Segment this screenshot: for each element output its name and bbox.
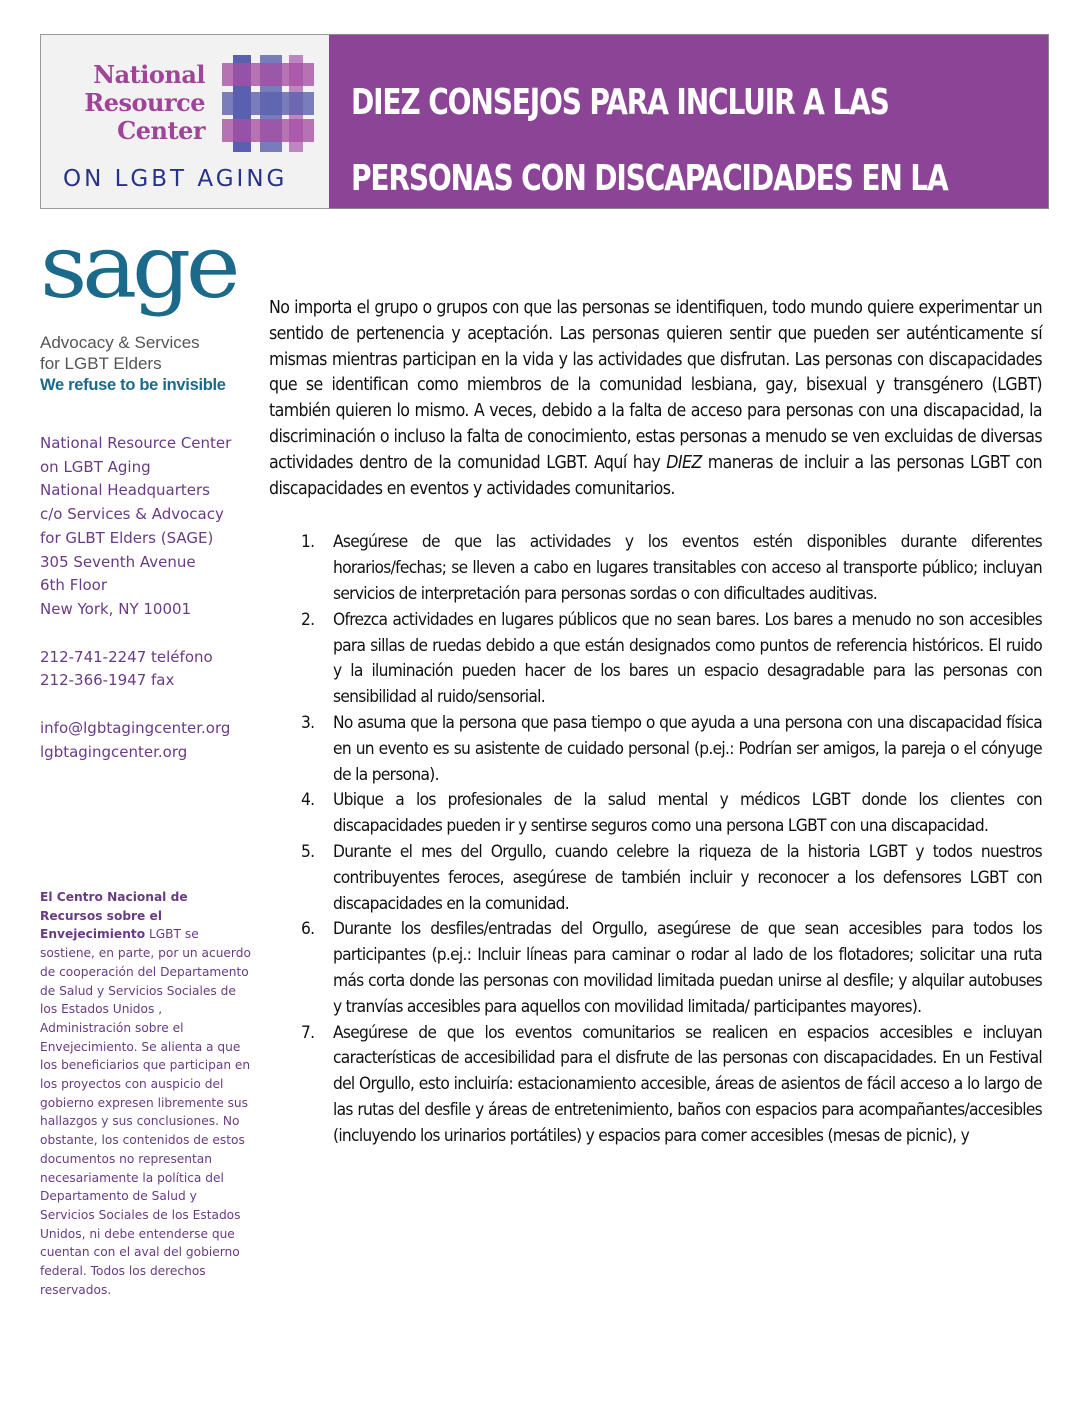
disclaimer-bold: El Centro Nacional de Recursos sobre el Envejecimiento bbox=[40, 890, 188, 942]
nrc-logo bbox=[40, 34, 329, 209]
tip-text: No asuma que la persona que pasa tiempo o que ayuda a una persona con una discapacidad física en un evento es su asistente de cuidado personal (p.ej.: Podrían ser amigos, la pareja o el cónyuge de la persona). bbox=[333, 712, 1042, 785]
tip-item bbox=[269, 917, 1042, 1020]
tip-number: 4. bbox=[301, 790, 315, 811]
sage-subtitle-line2: for LGBT Elders bbox=[40, 354, 162, 373]
sage-logo bbox=[40, 215, 250, 396]
tip-text: Asegúrese de que los eventos comunitarios se realicen en espacios accesibles e incluyan características de accesibilidad para el disfrute de las personas con discapacidades. En un Festival del Orgullo, esto incluiría: estacionamiento accesible, áreas de asientos de fácil acceso a lo largo de las rutas del desfile y áreas de entretenimiento, baños con espacios para acompañantes/accesibles (incluyendo los urinarios portátiles) y espacios para comer accesibles (mesas de picnic), y bbox=[333, 1022, 1042, 1146]
sage-subtitle bbox=[40, 332, 250, 374]
address-line: 6th Floor bbox=[40, 576, 108, 595]
address-line: c/o Services & Advocacy bbox=[40, 505, 224, 524]
fax-number: 212-366-1947 fax bbox=[40, 671, 175, 690]
tip-number: 6. bbox=[301, 919, 315, 940]
intro-paragraph bbox=[269, 296, 1042, 502]
disclaimer-text: LGBT se sostiene, en parte, por un acuerdo de cooperación del Departamento de Salud y Servicios Sociales de los Estados Unidos , Administración sobre el Envejecimiento. Se alienta a que los beneficiarios que participan en los proyectos con auspicio del gobierno expresen libremente sus hallazgos y sus conclusiones. No obstante, los contenidos de estos documentos no representan necesariamente la política del Departamento de Salud y Servicios Sociales de los Estados Unidos, ni debe entenderse que cuentan con el aval del gobierno federal. Todos los derechos reservados. bbox=[40, 927, 251, 1297]
address-line: National Resource Center bbox=[40, 434, 232, 452]
tip-number: 1. bbox=[301, 532, 315, 553]
title-banner bbox=[329, 34, 1049, 209]
page-title-line2: PERSONAS CON DISCAPACIDADES EN LA bbox=[351, 158, 948, 199]
tip-text: Durante los desfiles/entradas del Orgullo, asegúrese de que sean accesibles para todos los participantes (p.ej.: Incluir líneas para caminar o rodar al lado de los flotadores; solicitar una ruta más corta donde las personas con movilidad limitada puedan unirse al desfile; y alquilar autobuses y tranvías accesibles para aquellos con movilidad limitada/ participantes mayores). bbox=[333, 919, 1042, 1017]
nrc-logo-line2: Resource bbox=[84, 88, 205, 117]
sage-tagline: We refuse to be invisible bbox=[40, 376, 226, 394]
nrc-logo-line1: National bbox=[93, 60, 205, 89]
tip-text: Asegúrese de que las actividades y los eventos estén disponibles durante diferentes horarios/fechas; se lleven a cabo en lugares transitables con acceso al transporte público; incluyan servicios de interpretación para personas sordas o con dificultades auditivas. bbox=[333, 532, 1042, 604]
intro-emphasis: DIEZ bbox=[666, 452, 702, 473]
sage-subtitle-line1: Advocacy & Services bbox=[40, 333, 200, 352]
tip-item bbox=[269, 1021, 1042, 1150]
address-line: National Headquarters bbox=[40, 481, 210, 500]
tip-item bbox=[269, 711, 1042, 788]
sage-wordmark: sage bbox=[40, 215, 236, 318]
address-line: 305 Seventh Avenue bbox=[40, 552, 196, 571]
tip-number: 7. bbox=[301, 1022, 315, 1043]
phone-number: 212-741-2247 teléfono bbox=[40, 647, 213, 666]
tip-text: Durante el mes del Orgullo, cuando celebre la riqueza de la historia LGBT y todos nuestros contribuyentes feroces, asegúrese de también incluir y reconocer a los defensores LGBT con discapacidades en la comunidad. bbox=[333, 841, 1042, 914]
tip-text: Ubique a los profesionales de la salud mental y médicos LGBT donde los clientes con discapacidades pueden ir y sentirse seguros como una persona LGBT con una discapacidad. bbox=[333, 790, 1042, 837]
tip-item bbox=[269, 530, 1042, 607]
page-title-line1: DIEZ CONSEJOS PARA INCLUIR A LAS bbox=[351, 82, 889, 123]
plaid-logo-icon bbox=[222, 55, 314, 152]
address-line: on LGBT Aging bbox=[40, 457, 151, 476]
tip-number: 3. bbox=[301, 712, 315, 733]
intro-text-end: maneras de incluir a las personas LGBT con discapacidades en eventos y actividades comunitarios. bbox=[269, 452, 1042, 499]
tip-item bbox=[269, 840, 1042, 917]
page-title bbox=[351, 65, 948, 217]
address-line: New York, NY 10001 bbox=[40, 599, 192, 618]
nrc-logo-tagline: ON LGBT AGING bbox=[63, 166, 288, 192]
funding-disclaimer bbox=[40, 888, 252, 1299]
header bbox=[40, 34, 1049, 209]
tip-text: Ofrezca actividades en lugares públicos que no sean bares. Los bares a menudo no son accesibles para sillas de ruedas debido a que están designados como puntos de referencia históricos. El ruido y la iluminación pueden hacer de los bares un espacio desagradable para las personas con sensibilidad al ruido/sensorial. bbox=[333, 609, 1042, 708]
contact-block bbox=[40, 432, 231, 764]
main-content bbox=[269, 296, 1042, 1150]
tip-number: 2. bbox=[301, 609, 315, 630]
tip-item bbox=[269, 788, 1042, 840]
website-link[interactable]: lgbtagingcenter.org bbox=[40, 742, 188, 761]
tip-item bbox=[269, 608, 1042, 711]
intro-text: No importa el grupo o grupos con que las personas se identifiquen, todo mundo quiere experimentar un sentido de pertenencia y aceptación. Las personas quieren sentir que pueden ser auténticamente sí mismas mientras participan en la vida y las actividades que disfrutan. Las personas con discapacidades que se identifican como miembros de la comunidad lesbiana, gay, bisexual y transgénero (LGBT) también quieren lo mismo. A veces, debido a la falta de acceso para personas con una discapacidad, la discriminación o incluso la falta de conocimiento, estas personas a menudo se ven excluidas de diversas actividades dentro de la comunidad LGBT. Aquí hay bbox=[269, 298, 1042, 473]
tip-number: 5. bbox=[301, 841, 315, 862]
email-link[interactable]: info@lgbtagingcenter.org bbox=[40, 719, 231, 738]
tips-list bbox=[269, 530, 1042, 1149]
nrc-logo-wordmark bbox=[84, 61, 205, 145]
nrc-logo-line3: Center bbox=[117, 116, 205, 145]
address-line: for GLBT Elders (SAGE) bbox=[40, 528, 214, 547]
